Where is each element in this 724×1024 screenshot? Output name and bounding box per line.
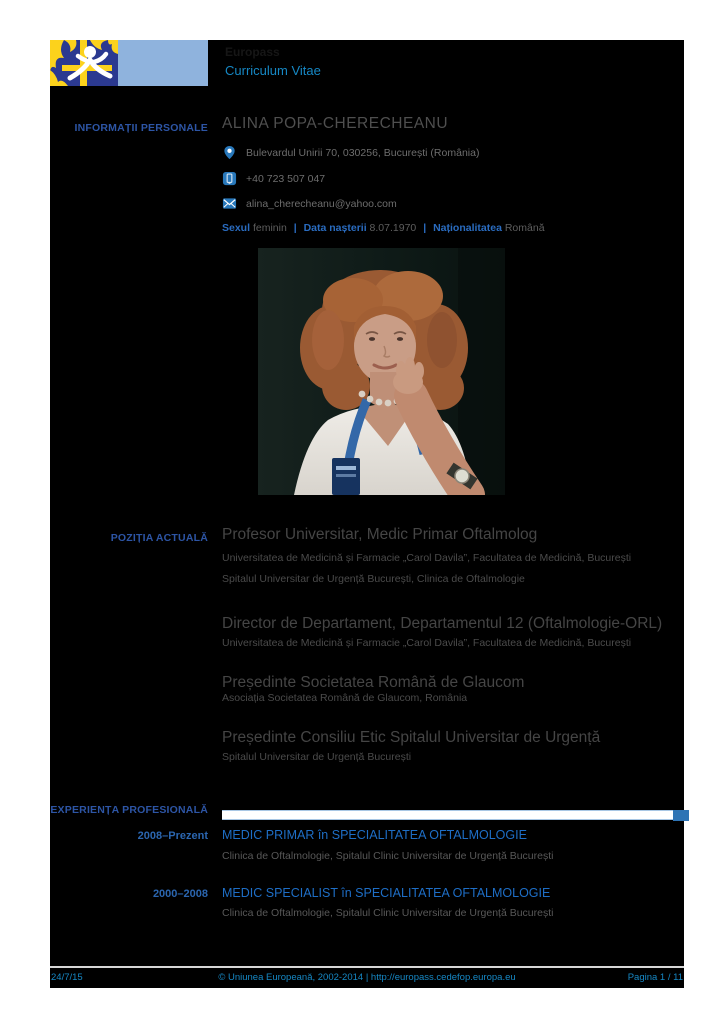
- position-detail: Universitatea de Medicină și Farmacie „Carol Davila”, Facultatea de Medicină, București: [222, 552, 632, 564]
- sex-label: Sexul: [222, 222, 251, 234]
- address-text: Bulevardul Unirii 70, 030256, București (România): [246, 146, 480, 159]
- phone-icon: [222, 171, 237, 186]
- sex-value: feminin: [252, 222, 287, 234]
- birthdate-label: Data nașterii: [303, 222, 367, 234]
- position-title: Director de Departament, Departamentul 12 (Oftalmologie-ORL): [222, 615, 663, 632]
- experience-organization: Clinica de Oftalmologie, Spitalul Clinic Universitar de Urgență București: [222, 907, 554, 919]
- position-detail: Spitalul Universitar de Urgență București, Clinica de Oftalmologie: [222, 573, 525, 585]
- birthdate-value: 8.07.1970: [369, 222, 417, 234]
- separator: |: [293, 222, 297, 234]
- footer-divider: [50, 966, 684, 968]
- footer-date: 24/7/15: [51, 972, 83, 983]
- experience-organization: Clinica de Oftalmologie, Spitalul Clinic Universitar de Urgență București: [222, 850, 554, 862]
- position-title: Președinte Consiliu Etic Spitalul Universitar de Urgență: [222, 729, 601, 746]
- section-label-experience: EXPERIENȚA PROFESIONALĂ: [50, 804, 208, 816]
- person-name: ALINA POPA-CHERECHEANU: [222, 115, 449, 132]
- phone-text: +40 723 507 047: [246, 172, 326, 185]
- email-row: [222, 196, 397, 211]
- europass-logo-icon: [50, 40, 208, 86]
- phone-row: [222, 171, 325, 186]
- position-title: Președinte Societatea Română de Glaucom: [222, 674, 525, 691]
- experience-period: 2000–2008: [152, 888, 208, 900]
- experience-period: 2008–Prezent: [137, 830, 208, 842]
- nationality-label: Naționalitatea: [433, 222, 502, 234]
- address-row: [222, 145, 479, 160]
- faded-header-text: Europass: [225, 45, 280, 59]
- divider-bar-cap: [673, 810, 689, 821]
- email-text[interactable]: alina_cherecheanu@yahoo.com: [246, 197, 397, 210]
- section-label-personal-info: INFORMAȚII PERSONALE: [74, 122, 208, 134]
- footer-page-number: Pagina 1 / 11: [627, 972, 683, 983]
- section-divider-bar: [222, 810, 688, 820]
- document-title: Curriculum Vitae: [225, 63, 321, 78]
- position-detail: Asociația Societatea Română de Glaucom, România: [222, 692, 468, 704]
- footer-copyright-url[interactable]: © Uniunea Europeană, 2002-2014 | http://europass.cedefop.europa.eu: [218, 972, 516, 983]
- location-pin-icon: [222, 145, 237, 160]
- position-detail: Universitatea de Medicină și Farmacie „Carol Davila”, Facultatea de Medicină, București: [222, 637, 632, 649]
- position-detail: Spitalul Universitar de Urgență București: [222, 751, 412, 763]
- demographics-line: [222, 222, 545, 234]
- cv-page: [50, 40, 684, 988]
- section-label-current-position: POZIȚIA ACTUALĂ: [110, 532, 208, 544]
- separator: |: [423, 222, 427, 234]
- profile-photo: [258, 248, 505, 495]
- position-title: Profesor Universitar, Medic Primar Oftalmolog: [222, 526, 538, 543]
- experience-title: MEDIC SPECIALIST în SPECIALITATEA OFTALMOLOGIE: [222, 886, 551, 900]
- email-icon: [222, 196, 237, 211]
- experience-title: MEDIC PRIMAR în SPECIALITATEA OFTALMOLOGIE: [222, 828, 527, 842]
- nationality-value: Română: [504, 222, 545, 234]
